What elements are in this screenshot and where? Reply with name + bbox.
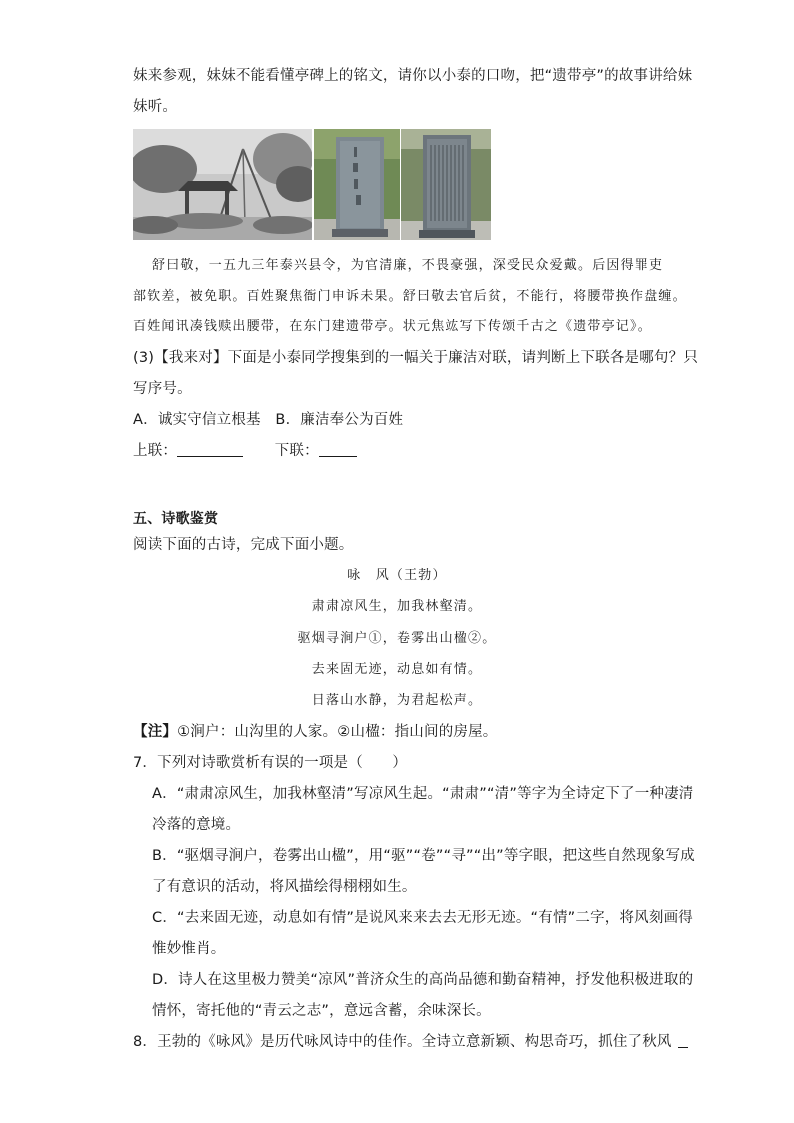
poem-line-1: 肃肃凉风生，加我林壑清。	[311, 599, 483, 614]
question-8-stem	[133, 1032, 688, 1052]
question-7-option-b-line-1: B．“驱烟寻涧户，卷雾出山楹”，用“驱”“卷”“寻”“出”等字眼，把这些自然现象写成	[152, 848, 695, 864]
question-8-text: 8．王勃的《咏风》是历代咏风诗中的佳作。全诗立意新颖、构思奇巧，抓住了秋风	[133, 1034, 672, 1050]
stele-text-line-3: 百姓闻讯凑钱赎出腰带，在东门建遗带亭。状元焦竑写下传颂千古之《遗带亭记》。	[133, 319, 652, 334]
intro-line-2: 妹听。	[133, 99, 178, 115]
question-8-blank[interactable]	[678, 1033, 688, 1048]
poem-line-2: 驱烟寻涧户①，卷雾出山楹②。	[297, 631, 497, 646]
question-3-options: A．诚实守信立根基 B．廉洁奉公为百姓	[133, 412, 404, 428]
poem-note-label: 【注】	[133, 724, 178, 740]
stele-front-photo	[314, 129, 400, 240]
poem-title: 咏 风（王勃）	[347, 568, 447, 583]
upper-couplet-label: 上联：	[133, 443, 178, 459]
stele-text-line-1: 舒曰敬，一五九三年泰兴县令，为官清廉，不畏豪强，深受民众爱戴。后因得罪吏	[152, 258, 664, 273]
question-3-line-2: 写序号。	[133, 381, 192, 397]
question-3-line-1: (3)【我来对】下面是小泰同学搜集到的一幅关于廉洁对联，请判断上下联各是哪句？只	[133, 350, 699, 366]
question-7-option-b-line-2: 了有意识的活动，将风描绘得栩栩如生。	[152, 879, 417, 895]
question-7-option-c-line-1: C．“去来固无迹，动息如有情”是说风来来去去无形无迹。“有情”二字，将风刻画得	[152, 910, 693, 926]
question-7-option-d-line-1: D．诗人在这里极力赞美“凉风”普济众生的高尚品德和勤奋精神，抒发他积极进取的	[152, 972, 694, 988]
question-7-stem: 7．下列对诗歌赏析有误的一项是（ ）	[133, 755, 408, 771]
section-5-instruction: 阅读下面的古诗，完成下面小题。	[133, 537, 354, 553]
poem-note-text: ①涧户：山沟里的人家。②山楹：指山间的房屋。	[177, 724, 498, 740]
question-7-option-c-line-2: 惟妙惟肖。	[152, 941, 226, 957]
stele-text-line-2: 部钦差，被免职。百姓聚焦衙门申诉未果。舒曰敬去官后贫，不能行，将腰带换作盘缠。	[133, 289, 687, 304]
stele-back-photo	[401, 129, 491, 240]
question-7-option-a-line-1: A．“肃肃凉风生，加我林壑清”写凉风生起。“肃肃”“清”等字为全诗定下了一种凄清	[152, 786, 694, 802]
lower-couplet-blank[interactable]	[319, 442, 357, 457]
question-3-answer-row	[133, 441, 357, 461]
question-7-option-a-line-2: 冷落的意境。	[152, 817, 241, 833]
section-5-heading: 五、诗歌鉴赏	[133, 511, 219, 527]
question-7-option-d-line-2: 情怀，寄托他的“青云之志”，意远含蓄，余味深长。	[152, 1003, 491, 1019]
poem-note	[133, 722, 498, 742]
lower-couplet-label: 下联：	[274, 443, 319, 459]
intro-line-1: 妹来参观，妹妹不能看懂亭碑上的铭文，请你以小泰的口吻，把“遗带亭”的故事讲给妹	[133, 68, 693, 84]
pavilion-photo	[133, 129, 312, 240]
poem-line-3: 去来固无迹，动息如有情。	[311, 662, 483, 677]
poem-line-4: 日落山水静，为君起松声。	[311, 693, 483, 708]
upper-couplet-blank[interactable]	[177, 442, 243, 457]
